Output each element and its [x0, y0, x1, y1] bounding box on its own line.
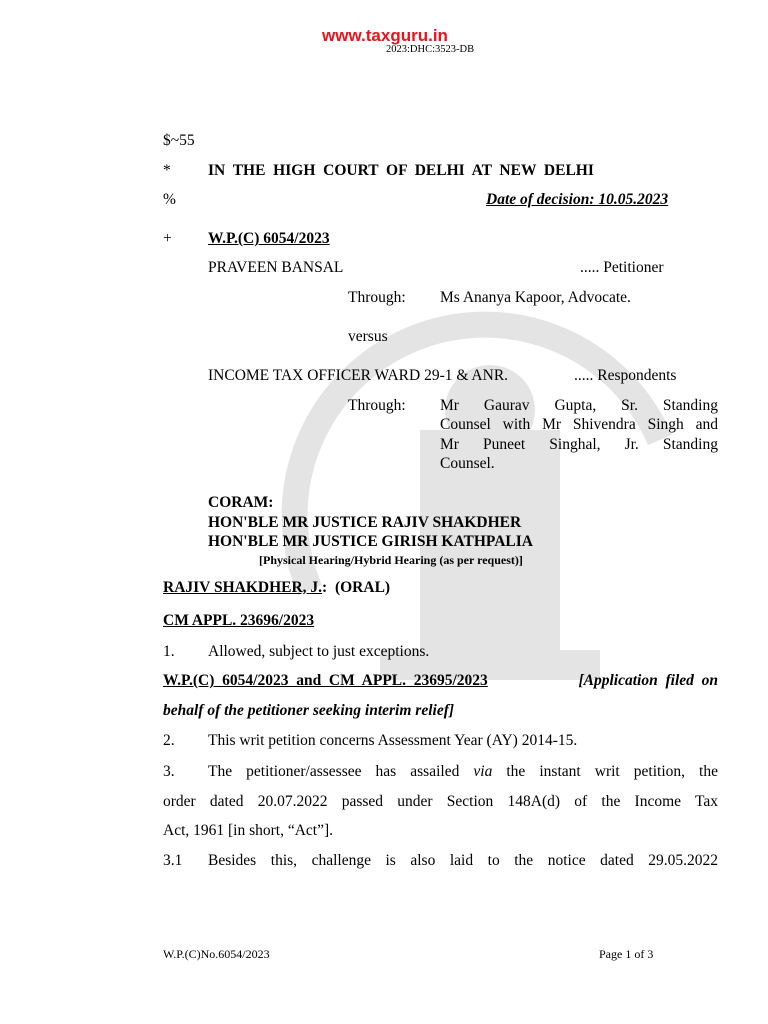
respondent-counsel-line: Counsel with Mr Shivendra Singh and	[440, 416, 718, 433]
petitioner-name: PRAVEEN BANSAL	[208, 259, 344, 276]
star-marker: *	[163, 162, 171, 179]
respondent-name: INCOME TAX OFFICER WARD 29-1 & ANR.	[208, 367, 509, 384]
wp-heading-case: W.P.(C) 6054/2023 and CM APPL. 23695/2023	[163, 672, 488, 689]
through-label: Through:	[348, 397, 406, 414]
paragraph-text: Allowed, subject to just exceptions.	[208, 643, 430, 660]
site-watermark-url: www.taxguru.in	[322, 26, 448, 45]
page-number: Page 1 of 3	[599, 947, 654, 961]
wp-heading-note: [Application filed on	[578, 672, 718, 689]
respondent-role: ..... Respondents	[574, 367, 677, 384]
paragraph-number: 1.	[163, 643, 175, 660]
petitioner-counsel: Ms Ananya Kapoor, Advocate.	[440, 289, 631, 306]
hearing-mode: [Physical Hearing/Hybrid Hearing (as per request)]	[259, 553, 523, 567]
respondent-counsel-line: Counsel.	[440, 455, 495, 472]
judge-name: HON'BLE MR JUSTICE RAJIV SHAKDHER	[208, 514, 522, 531]
case-number: W.P.(C) 6054/2023	[208, 230, 330, 247]
cm-heading: CM APPL. 23696/2023	[163, 612, 315, 629]
author-suffix: : (ORAL)	[322, 579, 391, 596]
paragraph-text: Besides this, challenge is also laid to the notice dated 29.05.2022	[208, 852, 718, 869]
wp-heading-note-cont: behalf of the petitioner seeking interim relief]	[163, 702, 455, 719]
wp-heading	[163, 672, 718, 690]
paragraph-number: 3.1	[163, 852, 183, 869]
through-label: Through:	[348, 289, 406, 306]
paragraph-number: 2.	[163, 732, 175, 749]
respondent-counsel-line: Mr Gaurav Gupta, Sr. Standing	[440, 397, 718, 414]
paragraph-text: The petitioner/assessee has assailed via the instant writ petition, the	[208, 763, 718, 780]
percent-marker: %	[163, 191, 176, 208]
author-line	[163, 579, 390, 597]
coram-label: CORAM:	[208, 494, 274, 511]
respondent-counsel-line: Mr Puneet Singhal, Jr. Standing	[440, 436, 718, 453]
list-marker: $~55	[163, 132, 195, 149]
neutral-citation: 2023:DHC:3523-DB	[386, 44, 475, 55]
author-name: RAJIV SHAKDHER, J.	[163, 579, 323, 596]
paragraph-number: 3.	[163, 763, 175, 780]
versus-label: versus	[348, 328, 388, 345]
decision-date: Date of decision: 10.05.2023	[486, 191, 669, 208]
footer-case-number: W.P.(C)No.6054/2023	[163, 947, 270, 961]
court-name: IN THE HIGH COURT OF DELHI AT NEW DELHI	[208, 162, 594, 179]
plus-marker: +	[163, 230, 172, 247]
paragraph-text: This writ petition concerns Assessment Year (AY) 2014-15.	[208, 732, 578, 749]
paragraph-text: order dated 20.07.2022 passed under Section 148A(d) of the Income Tax	[163, 793, 718, 810]
judge-name: HON'BLE MR JUSTICE GIRISH KATHPALIA	[208, 533, 533, 550]
petitioner-role: ..... Petitioner	[580, 259, 664, 276]
paragraph-text: Act, 1961 [in short, “Act”].	[163, 822, 334, 839]
